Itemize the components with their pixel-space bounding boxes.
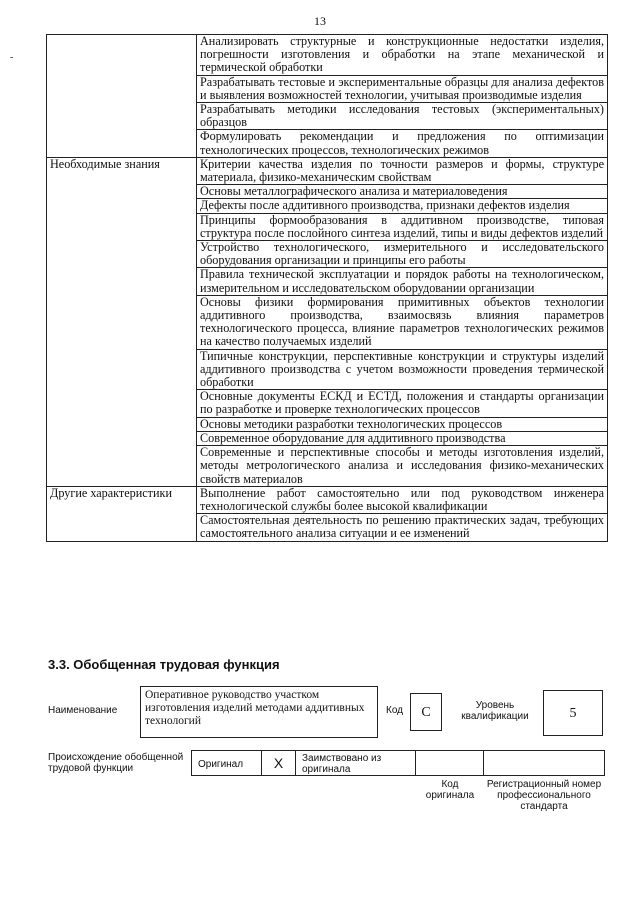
- row-description: Критерии качества изделия по точности размеров и формы, структуре материала, физико-механическим свойствам: [197, 157, 608, 184]
- original-code-cell: [416, 751, 484, 775]
- borrowed-label: Заимствовано из оригинала: [296, 751, 416, 775]
- section-title: 3.3. Обобщенная трудовая функция: [48, 657, 280, 672]
- table-row: [47, 390, 608, 417]
- row-description: Выполнение работ самостоятельно или под руководством инженера технологической службы более высокой квалификации: [197, 486, 608, 513]
- original-code-caption: Код оригинала: [425, 779, 475, 801]
- row-category-label: Другие характеристики: [47, 486, 197, 513]
- row-category-label: [47, 446, 197, 487]
- row-description: Дефекты после аддитивного производства, признаки дефектов изделия: [197, 199, 608, 213]
- row-category-label: [47, 390, 197, 417]
- qualification-level-box: 5: [543, 690, 603, 736]
- table-row: [47, 417, 608, 431]
- table-row: [47, 199, 608, 213]
- competency-table: [46, 34, 608, 542]
- table-row: [47, 349, 608, 390]
- registration-number-caption: Регистрационный номер профессионального стандарта: [486, 779, 602, 812]
- row-category-label: [47, 199, 197, 213]
- table-row: [47, 130, 608, 157]
- row-category-label: [47, 75, 197, 102]
- row-category-label: Необходимые знания: [47, 157, 197, 184]
- margin-mark: -: [10, 52, 14, 63]
- row-category-label: [47, 35, 197, 76]
- row-description: Правила технической эксплуатации и порядок работы на технологическом, измерительном и исследовательском оборудовании организации: [197, 268, 608, 295]
- original-label: Оригинал: [192, 751, 262, 775]
- table-row: [47, 157, 608, 184]
- row-description: Основы физики формирования примитивных объектов технологии аддитивного производства, взаимосвязь влияния параметров технологического процесса, влияние параметров технологических режимов на качество получаемых изделий: [197, 295, 608, 349]
- table-row: [47, 295, 608, 349]
- row-category-label: [47, 431, 197, 445]
- row-category-label: [47, 514, 197, 541]
- row-description: Основы методики разработки технологических процессов: [197, 417, 608, 431]
- code-label: Код: [386, 705, 404, 716]
- row-description: Самостоятельная деятельность по решению практических задач, требующих самостоятельного анализа ситуации и ее изменений: [197, 514, 608, 541]
- table-row: [47, 185, 608, 199]
- row-description: Современные и перспективные способы и методы изготовления изделий, методы метрологического анализа и исследования физико-механических свойств материалов: [197, 446, 608, 487]
- row-category-label: [47, 349, 197, 390]
- table-row: [47, 35, 608, 76]
- table-row: [47, 431, 608, 445]
- row-category-label: [47, 213, 197, 240]
- registration-number-cell: [484, 751, 604, 775]
- row-description: Современное оборудование для аддитивного производства: [197, 431, 608, 445]
- table-row: [47, 268, 608, 295]
- original-mark: X: [262, 751, 296, 775]
- row-description: Разрабатывать тестовые и экспериментальные образцы для анализа дефектов и выявления возможностей технологии, учитывая производимые изделия: [197, 75, 608, 102]
- row-description: Разрабатывать методики исследования тестовых (экспериментальных) образцов: [197, 103, 608, 130]
- page-number: 13: [314, 14, 326, 28]
- origin-label: Происхождение обобщенной трудовой функции: [48, 752, 184, 774]
- row-category-label: [47, 417, 197, 431]
- table-row: [47, 213, 608, 240]
- row-description: Устройство технологического, измерительного и исследовательского оборудования организации и принципы его работы: [197, 241, 608, 268]
- row-description: Формулировать рекомендации и предложения по оптимизации технологических процессов, технологических режимов: [197, 130, 608, 157]
- table-row: [47, 241, 608, 268]
- name-label: Наименование: [48, 705, 118, 716]
- table-row: [47, 103, 608, 130]
- row-category-label: [47, 103, 197, 130]
- table-row: [47, 75, 608, 102]
- function-name-box: Оперативное руководство участком изготовления изделий методами аддитивных технологий: [140, 686, 378, 738]
- code-box: C: [410, 693, 442, 731]
- row-category-label: [47, 241, 197, 268]
- table-row: [47, 446, 608, 487]
- row-category-label: [47, 185, 197, 199]
- row-description: Типичные конструкции, перспективные конструкции и структуры изделий аддитивного производства с учетом возможности проведения термической обработки: [197, 349, 608, 390]
- row-description: Основные документы ЕСКД и ЕСТД, положения и стандарты организации по разработке и проверке технологических процессов: [197, 390, 608, 417]
- row-category-label: [47, 268, 197, 295]
- row-category-label: [47, 130, 197, 157]
- table-row: [47, 486, 608, 513]
- row-category-label: [47, 295, 197, 349]
- row-description: Основы металлографического анализа и материаловедения: [197, 185, 608, 199]
- origin-row: [191, 750, 605, 776]
- table-row: [47, 514, 608, 541]
- row-description: Анализировать структурные и конструкционные недостатки изделия, погрешности изготовления и обработки на этапе механической и термической обработки: [197, 35, 608, 76]
- row-description: Принципы формообразования в аддитивном производстве, типовая структура после послойного синтеза изделий, типы и виды дефектов изделий: [197, 213, 608, 240]
- qualification-level-label: Уровень квалификации: [461, 700, 529, 722]
